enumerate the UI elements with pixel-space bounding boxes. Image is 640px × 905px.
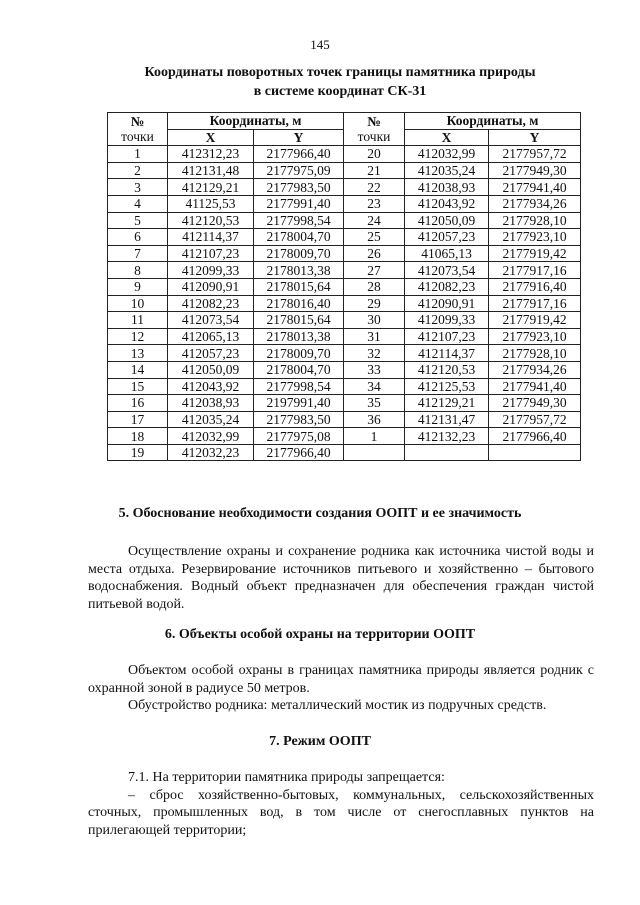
right-y-coordinate-cell: 2177957,72: [489, 146, 581, 163]
left-y-coordinate-cell: 2178004,70: [254, 361, 344, 378]
right-x-coordinate-cell: [405, 444, 489, 461]
left-x-coordinate-cell: 412038,93: [168, 395, 254, 412]
left-y-coordinate-cell: 2178004,70: [254, 229, 344, 246]
left-x-coordinate-cell: 41125,53: [168, 195, 254, 212]
table-row: [108, 444, 581, 461]
left-y-coordinate-cell: 2177983,50: [254, 411, 344, 428]
left-point-number-cell: 15: [108, 378, 168, 395]
left-x-coordinate-cell: 412082,23: [168, 295, 254, 312]
table-row: [108, 428, 581, 445]
left-y-coordinate-cell: 2178013,38: [254, 328, 344, 345]
title-line-2: в системе координат СК-31: [253, 84, 427, 99]
right-y-coordinate-cell: 2177917,16: [489, 262, 581, 279]
left-point-number-cell: 12: [108, 328, 168, 345]
left-x-coordinate-cell: 412129,21: [168, 179, 254, 196]
right-x-coordinate-cell: 412125,53: [405, 378, 489, 395]
right-point-number-cell: 33: [344, 361, 405, 378]
right-x-coordinate-cell: 412035,24: [405, 162, 489, 179]
header-y: Y: [254, 129, 344, 146]
right-point-number-cell: 27: [344, 262, 405, 279]
right-point-number-cell: 32: [344, 345, 405, 362]
right-point-number-cell: 28: [344, 278, 405, 295]
section-6-text-2: Обустройство родника: металлический мостик из подручных средств.: [128, 698, 547, 713]
section-6-title: 6. Объекты особой охраны на территории ООПТ: [164, 627, 476, 642]
left-point-number-cell: 11: [108, 312, 168, 329]
table-row: [108, 395, 581, 412]
section-5-paragraph: [88, 543, 594, 613]
right-y-coordinate-cell: 2177919,42: [489, 245, 581, 262]
right-point-number-cell: 25: [344, 229, 405, 246]
left-point-number-cell: 2: [108, 162, 168, 179]
left-point-number-cell: 4: [108, 195, 168, 212]
table-row: [108, 278, 581, 295]
left-x-coordinate-cell: 412114,37: [168, 229, 254, 246]
left-y-coordinate-cell: 2178009,70: [254, 245, 344, 262]
right-point-number-cell: 24: [344, 212, 405, 229]
table-row: [108, 361, 581, 378]
table-row: [108, 411, 581, 428]
left-x-coordinate-cell: 412043,92: [168, 378, 254, 395]
left-point-number-cell: 3: [108, 179, 168, 196]
right-x-coordinate-cell: 41065,13: [405, 245, 489, 262]
right-y-coordinate-cell: 2177941,40: [489, 179, 581, 196]
right-x-coordinate-cell: 412057,23: [405, 229, 489, 246]
right-point-number-cell: 20: [344, 146, 405, 163]
left-y-coordinate-cell: 2178009,70: [254, 345, 344, 362]
left-point-number-cell: 18: [108, 428, 168, 445]
right-y-coordinate-cell: 2177957,72: [489, 411, 581, 428]
left-y-coordinate-cell: 2177966,40: [254, 146, 344, 163]
left-point-number-cell: 6: [108, 229, 168, 246]
right-point-number-cell: 30: [344, 312, 405, 329]
header-x: X: [168, 129, 254, 146]
right-y-coordinate-cell: 2177949,30: [489, 162, 581, 179]
header-y-2: Y: [489, 129, 581, 146]
header-coordinates: Координаты, м: [168, 113, 344, 130]
table-row: [108, 146, 581, 163]
left-point-number-cell: 17: [108, 411, 168, 428]
table-row: [108, 212, 581, 229]
left-y-coordinate-cell: 2178013,38: [254, 262, 344, 279]
table-row: [108, 245, 581, 262]
right-y-coordinate-cell: [489, 444, 581, 461]
left-point-number-cell: 19: [108, 444, 168, 461]
right-y-coordinate-cell: 2177928,10: [489, 212, 581, 229]
right-y-coordinate-cell: 2177949,30: [489, 395, 581, 412]
left-x-coordinate-cell: 412032,23: [168, 444, 254, 461]
section-6-text-1: Объектом особой охраны в границах памятника природы является родник с охранной зоной в радиусе 50 метров.: [88, 663, 594, 696]
left-point-number-cell: 8: [108, 262, 168, 279]
left-y-coordinate-cell: 2177998,54: [254, 212, 344, 229]
right-y-coordinate-cell: 2177916,40: [489, 278, 581, 295]
left-x-coordinate-cell: 412032,99: [168, 428, 254, 445]
table-row: [108, 229, 581, 246]
left-x-coordinate-cell: 412035,24: [168, 411, 254, 428]
left-y-coordinate-cell: 2177966,40: [254, 444, 344, 461]
header-x-2: X: [405, 129, 489, 146]
coordinates-table: [107, 112, 581, 461]
right-point-number-cell: 1: [344, 428, 405, 445]
right-y-coordinate-cell: 2177917,16: [489, 295, 581, 312]
left-x-coordinate-cell: 412107,23: [168, 245, 254, 262]
left-point-number-cell: 13: [108, 345, 168, 362]
right-point-number-cell: 36: [344, 411, 405, 428]
header-point-number: № точки: [108, 113, 168, 146]
right-x-coordinate-cell: 412129,21: [405, 395, 489, 412]
table-row: [108, 312, 581, 329]
right-point-number-cell: 31: [344, 328, 405, 345]
right-x-coordinate-cell: 412073,54: [405, 262, 489, 279]
left-x-coordinate-cell: 412099,33: [168, 262, 254, 279]
left-point-number-cell: 7: [108, 245, 168, 262]
left-x-coordinate-cell: 412090,91: [168, 278, 254, 295]
right-x-coordinate-cell: 412050,09: [405, 212, 489, 229]
right-point-number-cell: [344, 444, 405, 461]
right-y-coordinate-cell: 2177923,10: [489, 229, 581, 246]
left-x-coordinate-cell: 412065,13: [168, 328, 254, 345]
right-x-coordinate-cell: 412131,47: [405, 411, 489, 428]
right-x-coordinate-cell: 412114,37: [405, 345, 489, 362]
right-point-number-cell: 21: [344, 162, 405, 179]
right-x-coordinate-cell: 412099,33: [405, 312, 489, 329]
table-row: [108, 162, 581, 179]
left-point-number-cell: 10: [108, 295, 168, 312]
left-x-coordinate-cell: 412312,23: [168, 146, 254, 163]
right-x-coordinate-cell: 412090,91: [405, 295, 489, 312]
left-point-number-cell: 5: [108, 212, 168, 229]
table-row: [108, 295, 581, 312]
table-row: [108, 195, 581, 212]
left-x-coordinate-cell: 412050,09: [168, 361, 254, 378]
right-point-number-cell: 23: [344, 195, 405, 212]
right-y-coordinate-cell: 2177923,10: [489, 328, 581, 345]
left-x-coordinate-cell: 412057,23: [168, 345, 254, 362]
table-row: [108, 328, 581, 345]
right-x-coordinate-cell: 412082,23: [405, 278, 489, 295]
left-x-coordinate-cell: 412120,53: [168, 212, 254, 229]
document-title: [60, 63, 620, 101]
left-y-coordinate-cell: 2178016,40: [254, 295, 344, 312]
left-y-coordinate-cell: 2177998,54: [254, 378, 344, 395]
section-7-paragraph: [88, 769, 594, 839]
section-5-title: 5. Обоснование необходимости создания ООПТ и ее значимость: [118, 506, 522, 521]
page-number: 145: [310, 37, 330, 52]
table-body: [108, 146, 581, 461]
table-header-row: [108, 113, 581, 130]
section-7-text-2: – сброс хозяйственно-бытовых, коммунальных, сельскохозяйственных сточных, промышленных вод, в том числе от снегосплавных пунктов на прилегающей территории;: [88, 787, 594, 838]
right-x-coordinate-cell: 412107,23: [405, 328, 489, 345]
left-x-coordinate-cell: 412073,54: [168, 312, 254, 329]
right-y-coordinate-cell: 2177966,40: [489, 428, 581, 445]
right-y-coordinate-cell: 2177928,10: [489, 345, 581, 362]
left-point-number-cell: 9: [108, 278, 168, 295]
left-x-coordinate-cell: 412131,48: [168, 162, 254, 179]
right-x-coordinate-cell: 412120,53: [405, 361, 489, 378]
right-y-coordinate-cell: 2177941,40: [489, 378, 581, 395]
right-point-number-cell: 29: [344, 295, 405, 312]
left-y-coordinate-cell: 2177991,40: [254, 195, 344, 212]
right-point-number-cell: 34: [344, 378, 405, 395]
table-row: [108, 378, 581, 395]
left-y-coordinate-cell: 2177983,50: [254, 179, 344, 196]
left-y-coordinate-cell: 2177975,09: [254, 162, 344, 179]
left-y-coordinate-cell: 2178015,64: [254, 278, 344, 295]
right-y-coordinate-cell: 2177919,42: [489, 312, 581, 329]
right-point-number-cell: 22: [344, 179, 405, 196]
right-point-number-cell: 26: [344, 245, 405, 262]
title-line-1: Координаты поворотных точек границы памятника природы: [144, 65, 536, 80]
header-point-number-2: № точки: [344, 113, 405, 146]
table-row: [108, 345, 581, 362]
section-7-text-1: 7.1. На территории памятника природы запрещается:: [128, 770, 445, 785]
right-x-coordinate-cell: 412043,92: [405, 195, 489, 212]
table-row: [108, 179, 581, 196]
left-point-number-cell: 16: [108, 395, 168, 412]
right-y-coordinate-cell: 2177934,26: [489, 195, 581, 212]
section-7-title: 7. Режим ООПТ: [269, 734, 371, 749]
header-coordinates-2: Координаты, м: [405, 113, 581, 130]
left-y-coordinate-cell: 2177975,08: [254, 428, 344, 445]
left-y-coordinate-cell: 2178015,64: [254, 312, 344, 329]
left-point-number-cell: 14: [108, 361, 168, 378]
right-x-coordinate-cell: 412032,99: [405, 146, 489, 163]
right-x-coordinate-cell: 412038,93: [405, 179, 489, 196]
section-6-paragraph: [88, 662, 594, 715]
left-y-coordinate-cell: 2197991,40: [254, 395, 344, 412]
left-point-number-cell: 1: [108, 146, 168, 163]
right-x-coordinate-cell: 412132,23: [405, 428, 489, 445]
section-5-text: Осуществление охраны и сохранение родника как источника чистой воды и места отдыха. Резервирование источников питьевого и хозяйственно – бытового водоснабжения. Водный объект предназначен для обеспечения граждан чистой питьевой водой.: [88, 544, 594, 612]
right-y-coordinate-cell: 2177934,26: [489, 361, 581, 378]
right-point-number-cell: 35: [344, 395, 405, 412]
table-row: [108, 262, 581, 279]
